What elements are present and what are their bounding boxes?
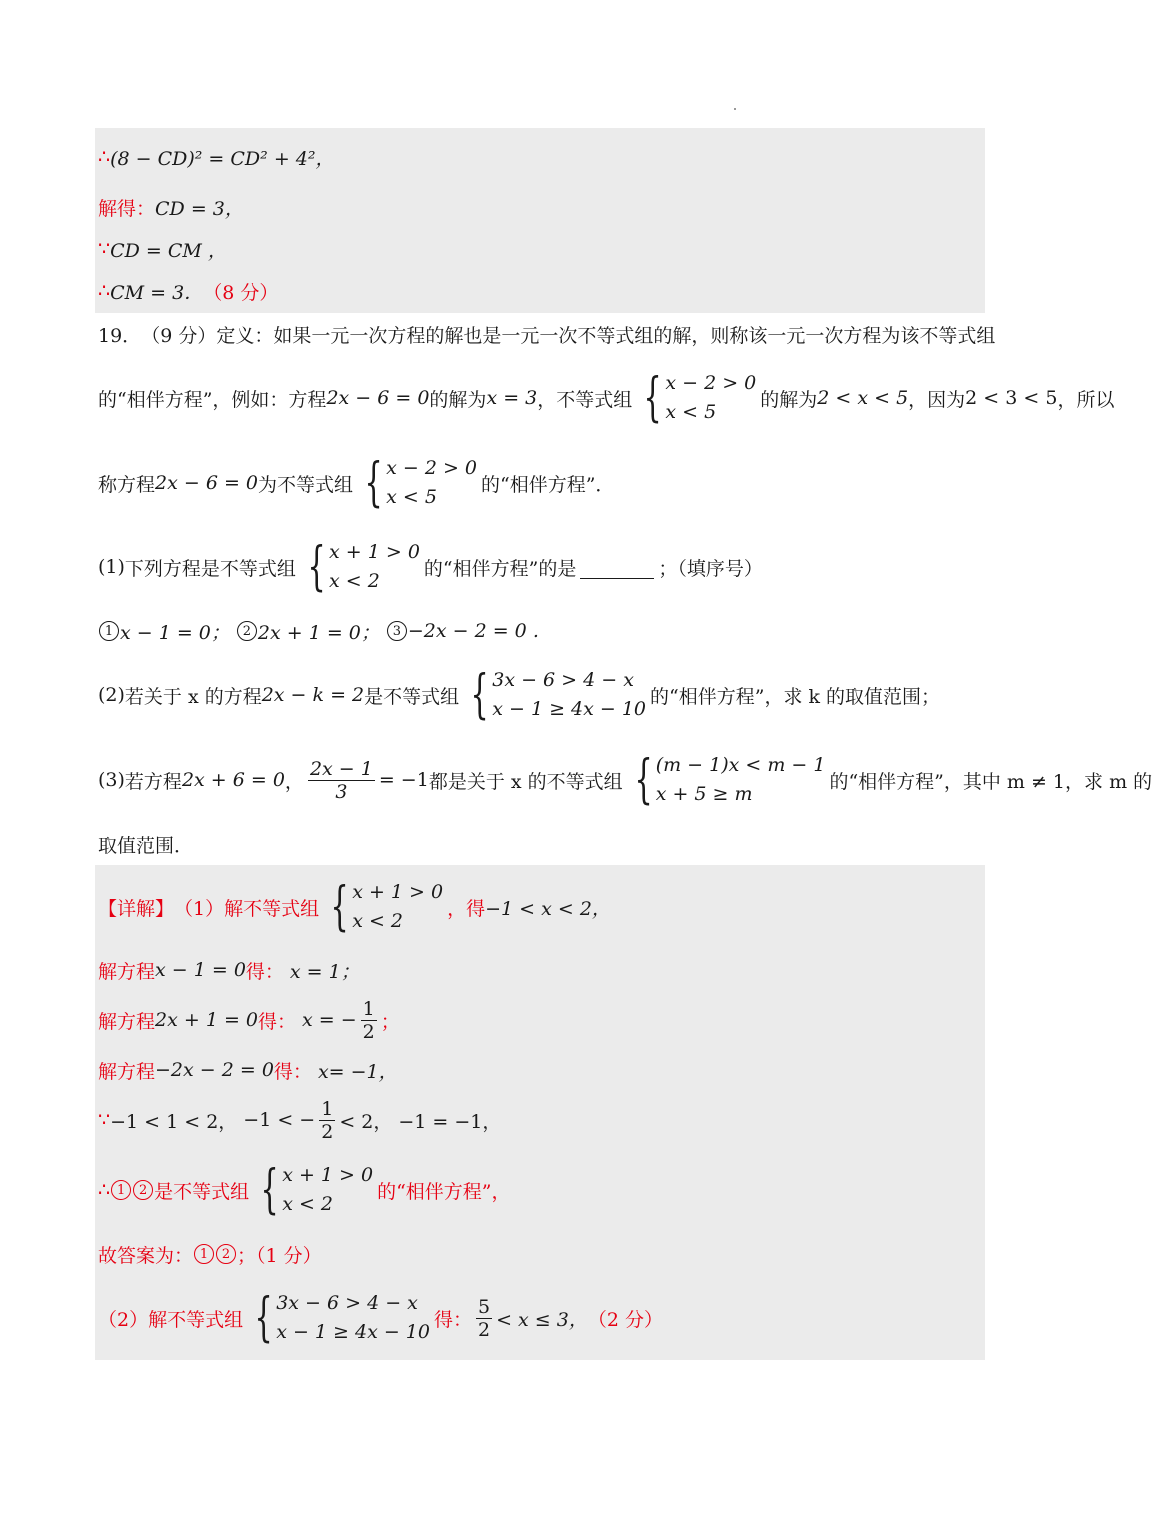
fraction-denominator: 3 bbox=[335, 780, 348, 803]
equation: 2x − 6 = 0 bbox=[326, 387, 430, 409]
equation: −1 < − bbox=[243, 1109, 316, 1131]
brace: { bbox=[634, 750, 653, 810]
circled-number: 1 bbox=[111, 1180, 131, 1200]
fraction-denominator: 2 bbox=[362, 1020, 375, 1043]
inequality-system bbox=[463, 666, 646, 724]
therefore-symbol: ∴ bbox=[98, 1179, 111, 1201]
text: ；（填序号） bbox=[658, 557, 763, 580]
equation: 2x + 1 = 0 bbox=[155, 1009, 258, 1031]
fraction-numerator: 2x − 1 bbox=[309, 757, 373, 780]
text: 故答案为： bbox=[98, 1244, 194, 1267]
equation: < 2， bbox=[339, 1110, 393, 1133]
equation: CM = 3． bbox=[110, 281, 204, 304]
system-row: x < 2 bbox=[329, 570, 380, 592]
text: 的“相伴方程”，例如：方程 bbox=[98, 388, 327, 411]
fraction bbox=[476, 1296, 492, 1341]
text: 是不等式组 bbox=[364, 685, 460, 708]
text: 是不等式组 bbox=[154, 1180, 250, 1203]
detail-line-4 bbox=[98, 1050, 984, 1090]
equation: x − 1 = 0 bbox=[155, 959, 246, 981]
q19-options bbox=[98, 611, 984, 651]
score: （8 分） bbox=[203, 281, 279, 304]
equation: x= −1， bbox=[317, 1060, 398, 1083]
detail-line-8 bbox=[98, 1288, 984, 1348]
detail-line-3 bbox=[98, 997, 984, 1043]
equation: 2x − 6 = 0 bbox=[155, 472, 258, 494]
text: 解方程 bbox=[98, 960, 156, 983]
equation: −1 < x < 2， bbox=[485, 897, 611, 920]
equation: 2 < x < 5 bbox=[817, 387, 909, 409]
fraction-denominator: 2 bbox=[321, 1120, 334, 1143]
circled-number: 3 bbox=[387, 621, 407, 641]
equation: 2x − k = 2 bbox=[261, 684, 365, 706]
text: ，得 bbox=[447, 897, 486, 920]
text: ， bbox=[284, 770, 304, 793]
brace: { bbox=[307, 537, 326, 597]
circled-number: 1 bbox=[99, 621, 119, 641]
text: 的“相伴方程”的是 bbox=[423, 557, 577, 580]
equation: −2x − 2 = 0 . bbox=[407, 620, 539, 642]
detail-line-2 bbox=[98, 950, 984, 990]
system-row: x < 5 bbox=[386, 486, 437, 508]
detail-tag: 【详解】 bbox=[98, 897, 175, 920]
equation: CD = CM ， bbox=[110, 239, 227, 262]
text: 若关于 x 的方程 bbox=[124, 685, 262, 708]
q19-part3 bbox=[98, 750, 1152, 810]
brace: { bbox=[470, 665, 489, 725]
top-line-3 bbox=[98, 229, 984, 269]
system-row: x − 1 ≥ 4x − 10 bbox=[492, 698, 647, 720]
text: 的解为 bbox=[429, 388, 487, 411]
page-dot bbox=[734, 108, 736, 110]
inequality-system bbox=[323, 878, 443, 936]
equation: −1 = −1， bbox=[398, 1110, 502, 1133]
text: 为不等式组 bbox=[258, 473, 354, 496]
equation: (8 − CD)² = CD² + 4²， bbox=[110, 147, 335, 170]
fraction-denominator: 2 bbox=[477, 1318, 491, 1341]
system-row: 3x − 6 > 4 − x bbox=[492, 669, 634, 691]
text: 得： bbox=[273, 1060, 312, 1083]
text: 解方程 bbox=[98, 1060, 156, 1083]
therefore-symbol: ∴ bbox=[98, 146, 111, 168]
circled-number: 2 bbox=[237, 621, 257, 641]
inequality-system bbox=[636, 369, 756, 427]
top-line-1 bbox=[98, 137, 984, 177]
answer-blank[interactable] bbox=[580, 556, 654, 579]
brace: { bbox=[643, 368, 662, 428]
question-number: 19． bbox=[98, 324, 142, 347]
brace: { bbox=[364, 453, 383, 513]
detail-line-1 bbox=[98, 877, 984, 937]
system-row: x + 1 > 0 bbox=[352, 881, 444, 903]
equation: x = 1； bbox=[289, 960, 360, 983]
system-row: x − 2 > 0 bbox=[665, 372, 757, 394]
equation: −2x − 2 = 0 bbox=[155, 1059, 274, 1081]
fraction bbox=[361, 998, 377, 1043]
therefore-symbol: ∴ bbox=[98, 280, 111, 302]
fraction-numerator: 1 bbox=[321, 1097, 334, 1120]
text: 称方程 bbox=[98, 473, 156, 496]
equation: x = − bbox=[302, 1009, 357, 1031]
system-row: x − 2 > 0 bbox=[386, 457, 477, 479]
text: ，不等式组 bbox=[537, 388, 633, 411]
brace: { bbox=[260, 1160, 279, 1220]
equation: x = 3 bbox=[486, 387, 538, 409]
system-row: x + 1 > 0 bbox=[282, 1164, 374, 1186]
top-line-2 bbox=[98, 187, 984, 227]
equation: CD = 3， bbox=[155, 197, 244, 220]
label: 解得： bbox=[98, 197, 156, 220]
text: ，因为 bbox=[908, 388, 966, 411]
circled-number: 2 bbox=[133, 1180, 153, 1200]
inequality-system bbox=[247, 1289, 430, 1347]
system-row: x < 5 bbox=[665, 401, 717, 423]
q19-line-3 bbox=[98, 453, 984, 513]
text: 解方程 bbox=[98, 1010, 156, 1033]
text: ，所以 bbox=[1057, 388, 1115, 411]
equation: 2 < 3 < 5 bbox=[965, 387, 1058, 409]
fraction bbox=[308, 758, 375, 803]
inequality-system bbox=[357, 454, 477, 512]
text: 取值范围． bbox=[98, 834, 194, 857]
brace: { bbox=[330, 877, 349, 937]
text: ； bbox=[380, 1010, 400, 1033]
equation: 2x + 1 = 0； bbox=[257, 621, 380, 644]
because-symbol: ∵ bbox=[98, 238, 111, 260]
text: 得： bbox=[245, 960, 284, 983]
fraction-numerator: 5 bbox=[477, 1295, 491, 1318]
inequality-system bbox=[627, 751, 826, 809]
definition-text: 定义：如果一元一次方程的解也是一元一次不等式组的解，则称该一元一次方程为该不等式组 bbox=[216, 324, 996, 347]
detail-line-6 bbox=[98, 1160, 984, 1220]
system-row: x + 1 > 0 bbox=[329, 541, 420, 563]
q19-line-2 bbox=[98, 368, 1115, 428]
system-row: x − 1 ≥ 4x − 10 bbox=[276, 1321, 430, 1343]
q19-part3-continued bbox=[98, 824, 984, 864]
inequality-system bbox=[253, 1161, 373, 1219]
q19-part2 bbox=[98, 665, 984, 725]
q19-part1 bbox=[98, 537, 984, 597]
brace: { bbox=[254, 1288, 273, 1348]
text: 下列方程是不等式组 bbox=[124, 557, 296, 580]
equation: < x ≤ 3， bbox=[496, 1308, 588, 1331]
because-symbol: ∵ bbox=[98, 1109, 111, 1131]
equation: −1 < 1 < 2， bbox=[110, 1110, 238, 1133]
text: 得： bbox=[433, 1308, 472, 1331]
text: （2）解不等式组 bbox=[98, 1308, 244, 1331]
system-row: x + 5 ≥ m bbox=[655, 783, 753, 805]
circled-number: 1 bbox=[194, 1244, 214, 1264]
q19-line-1 bbox=[98, 314, 996, 354]
text: 得： bbox=[258, 1010, 297, 1033]
detail-line-5 bbox=[98, 1097, 984, 1143]
text: 的“相伴方程”， bbox=[377, 1180, 511, 1203]
system-row: (m − 1)x < m − 1 bbox=[655, 754, 826, 776]
text: 的解为 bbox=[760, 388, 818, 411]
part-label: (3) bbox=[98, 769, 125, 791]
text: 的“相伴方程”，其中 m ≠ 1，求 m 的 bbox=[829, 770, 1152, 793]
system-row: x < 2 bbox=[282, 1193, 334, 1215]
part-label: (2) bbox=[98, 684, 125, 706]
inequality-system bbox=[300, 538, 420, 596]
detail-line-7 bbox=[98, 1234, 984, 1274]
fraction bbox=[319, 1098, 335, 1143]
text: 若方程 bbox=[124, 770, 182, 793]
equation: 2x + 6 = 0 bbox=[181, 769, 285, 791]
question-points: （9 分） bbox=[141, 324, 217, 347]
score: （2 分） bbox=[587, 1308, 663, 1331]
equation: x − 1 = 0； bbox=[120, 621, 230, 644]
circled-number: 2 bbox=[216, 1244, 236, 1264]
top-line-4 bbox=[98, 271, 984, 311]
part-label: (1) bbox=[98, 556, 125, 578]
text: ；（1 分） bbox=[237, 1244, 322, 1267]
equation: = −1 bbox=[378, 769, 429, 791]
system-row: x < 2 bbox=[352, 910, 404, 932]
text: 的“相伴方程”，求 k 的取值范围； bbox=[650, 685, 941, 708]
text: 的“相伴方程”． bbox=[481, 473, 615, 496]
text: （1）解不等式组 bbox=[174, 897, 320, 920]
text: 都是关于 x 的不等式组 bbox=[428, 770, 623, 793]
system-row: 3x − 6 > 4 − x bbox=[276, 1292, 418, 1314]
fraction-numerator: 1 bbox=[362, 997, 375, 1020]
